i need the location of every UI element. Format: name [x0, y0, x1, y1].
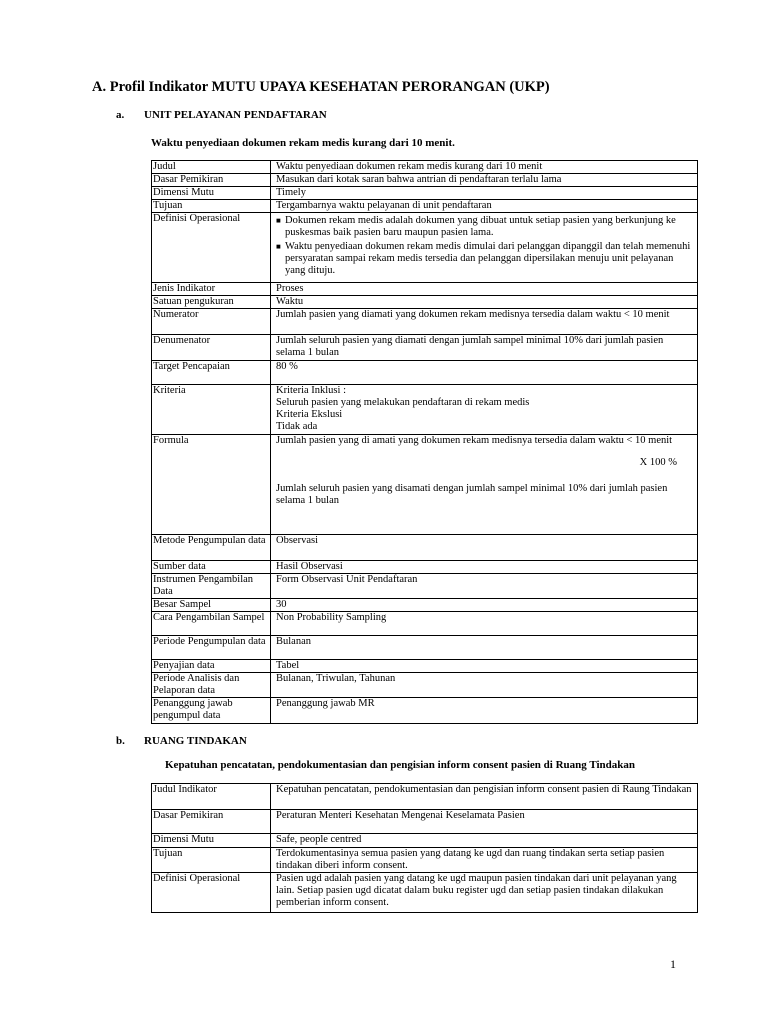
row-value: Penanggung jawab MR	[271, 698, 698, 724]
row-value: Tergambarnya waktu pelayanan di unit pendaftaran	[271, 200, 698, 213]
table-row	[152, 698, 698, 724]
row-label: Judul	[152, 161, 271, 174]
definition-list	[276, 213, 695, 277]
row-value: Non Probability Sampling	[271, 612, 698, 636]
row-value	[271, 385, 698, 435]
row-label: Periode Analisis dan Pelaporan data	[152, 673, 271, 698]
section-b-heading	[116, 735, 247, 747]
table-row	[152, 784, 698, 810]
table-row	[152, 296, 698, 309]
criteria-line: Seluruh pasien yang melakukan pendaftaran di rekam medis	[276, 397, 530, 408]
page-number: 1	[670, 957, 676, 971]
table-row	[152, 213, 698, 283]
row-label: Denumenator	[152, 335, 271, 361]
row-label: Besar Sampel	[152, 599, 271, 612]
row-value: Peraturan Menteri Kesehatan Mengenai Keselamata Pasien	[271, 810, 698, 834]
formula-multiplier: X 100 %	[639, 457, 677, 468]
row-label: Tujuan	[152, 200, 271, 213]
row-label: Target Pencapaian	[152, 361, 271, 385]
section-a-subtitle: Waktu penyediaan dokumen rekam medis kurang dari 10 menit.	[151, 137, 455, 149]
row-label: Penanggung jawab pengumpul data	[152, 698, 271, 724]
row-value: Pasien ugd adalah pasien yang datang ke ugd maupun pasien tindakan dari unit pelayanan yang lain. Setiap pasien ugd dicatat dalam buku register ugd dan setiap pasien tindakan dilakukan pemberian inform consent.	[271, 873, 698, 913]
row-value: Waktu	[271, 296, 698, 309]
row-value: Safe, people centred	[271, 834, 698, 848]
criteria-line: Tidak ada	[276, 421, 318, 432]
row-label: Penyajian data	[152, 660, 271, 673]
row-label: Formula	[152, 435, 271, 535]
row-label: Kriteria	[152, 385, 271, 435]
row-label: Cara Pengambilan Sampel	[152, 612, 271, 636]
table-row	[152, 636, 698, 660]
row-label: Judul Indikator	[152, 784, 271, 810]
table-row	[152, 673, 698, 698]
list-item	[276, 241, 695, 277]
row-value: Form Observasi Unit Pendaftaran	[271, 574, 698, 599]
table-row	[152, 200, 698, 213]
table-row	[152, 660, 698, 673]
table-row	[152, 335, 698, 361]
list-item-text: Dokumen rekam medis adalah dokumen yang dibuat untuk setiap pasien yang berkunjung ke puskesmas baik pasien baru maupun pasien lama.	[285, 215, 676, 238]
page-title: A. Profil Indikator MUTU UPAYA KESEHATAN PERORANGAN (UKP)	[92, 79, 550, 95]
table-row	[152, 361, 698, 385]
row-label: Satuan pengukuran	[152, 296, 271, 309]
section-b-heading-text: RUANG TINDAKAN	[144, 735, 247, 747]
indicator-table-b	[151, 783, 698, 913]
row-label: Sumber data	[152, 561, 271, 574]
row-value	[271, 213, 698, 283]
table-row	[152, 599, 698, 612]
row-value: Waktu penyediaan dokumen rekam medis kurang dari 10 menit	[271, 161, 698, 174]
row-label: Periode Pengumpulan data	[152, 636, 271, 660]
table-row	[152, 873, 698, 913]
formula-denominator: Jumlah seluruh pasien yang disamati dengan jumlah sampel minimal 10% dari jumlah pasien selama 1 bulan	[276, 483, 668, 506]
table-row	[152, 574, 698, 599]
criteria-line: Kriteria Inklusi :	[276, 385, 346, 396]
row-label: Instrumen Pengambilan Data	[152, 574, 271, 599]
row-value: 80 %	[271, 361, 698, 385]
row-value: Kepatuhan pencatatan, pendokumentasian dan pengisian inform consent pasien di Raung Tindakan	[271, 784, 698, 810]
square-bullet-icon: ■	[276, 242, 281, 251]
formula-numerator: Jumlah pasien yang di amati yang dokumen rekam medisnya tersedia dalam waktu < 10 menit	[276, 435, 673, 446]
row-label: Dimensi Mutu	[152, 834, 271, 848]
row-value: Bulanan, Triwulan, Tahunan	[271, 673, 698, 698]
table-row	[152, 187, 698, 200]
row-value: Tabel	[271, 660, 698, 673]
table-row	[152, 161, 698, 174]
table-row	[152, 834, 698, 848]
row-value: Proses	[271, 283, 698, 296]
section-b-letter: b.	[116, 735, 125, 747]
row-label: Definisi Operasional	[152, 213, 271, 283]
table-row	[152, 174, 698, 187]
section-a-heading	[116, 109, 327, 121]
section-b-subtitle: Kepatuhan pencatatan, pendokumentasian dan pengisian inform consent pasien di Ruang Tindakan	[165, 759, 635, 771]
indicator-table-a	[151, 160, 698, 724]
list-item	[276, 215, 695, 239]
row-value: Timely	[271, 187, 698, 200]
criteria-line: Kriteria Ekslusi	[276, 409, 343, 420]
list-item-text: Waktu penyediaan dokumen rekam medis dimulai dari pelanggan dipanggil dan telah memenuhi persyaratan sampai rekam medis tersedia dan pelanggan dipersilakan menuju unit pelayanan yang dituju.	[285, 241, 691, 276]
table-row	[152, 810, 698, 834]
row-label: Definisi Operasional	[152, 873, 271, 913]
row-value: Jumlah pasien yang diamati yang dokumen rekam medisnya tersedia dalam waktu < 10 menit	[271, 309, 698, 335]
table-row	[152, 283, 698, 296]
row-value: Terdokumentasinya semua pasien yang datang ke ugd dan ruang tindakan serta setiap pasien tindakan diberi inform consent.	[271, 848, 698, 873]
row-value: Observasi	[271, 535, 698, 561]
row-label: Dimensi Mutu	[152, 187, 271, 200]
row-label: Jenis Indikator	[152, 283, 271, 296]
table-row	[152, 612, 698, 636]
table-row	[152, 561, 698, 574]
row-label: Dasar Pemikiran	[152, 810, 271, 834]
table-row	[152, 309, 698, 335]
row-value: Bulanan	[271, 636, 698, 660]
row-value	[271, 435, 698, 535]
row-value: 30	[271, 599, 698, 612]
row-label: Dasar Pemikiran	[152, 174, 271, 187]
row-label: Metode Pengumpulan data	[152, 535, 271, 561]
table-row	[152, 435, 698, 535]
row-value: Jumlah seluruh pasien yang diamati dengan jumlah sampel minimal 10% dari jumlah pasien selama 1 bulan	[271, 335, 698, 361]
row-value: Masukan dari kotak saran bahwa antrian di pendaftaran terlalu lama	[271, 174, 698, 187]
section-a-letter: a.	[116, 109, 125, 121]
table-row	[152, 535, 698, 561]
row-label: Numerator	[152, 309, 271, 335]
row-label: Tujuan	[152, 848, 271, 873]
section-a-heading-text: UNIT PELAYANAN PENDAFTARAN	[144, 109, 327, 121]
row-value: Hasil Observasi	[271, 561, 698, 574]
table-row	[152, 385, 698, 435]
square-bullet-icon: ■	[276, 216, 281, 225]
table-row	[152, 848, 698, 873]
